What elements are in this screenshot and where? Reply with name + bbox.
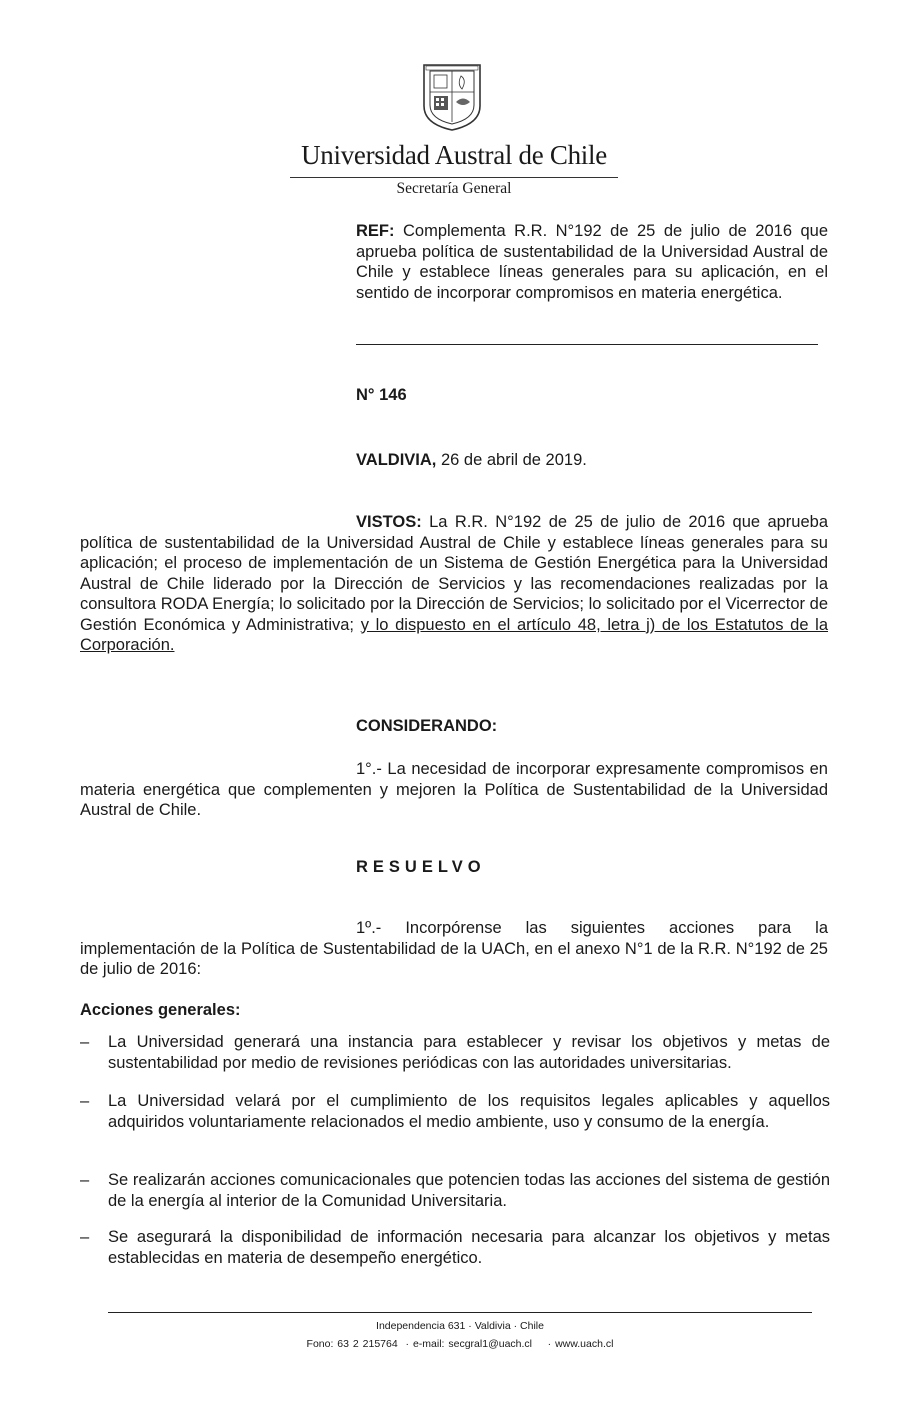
date-text: 26 de abril de 2019. xyxy=(440,451,587,469)
footer-divider xyxy=(108,1312,812,1313)
date-city: VALDIVIA, xyxy=(356,451,437,469)
bullet-dash: – xyxy=(80,1228,90,1246)
vistos-underlined-text: y lo dispuesto en el artículo 48, letra j) de los Estatutos de la Corporación. xyxy=(80,615,829,654)
vistos-label: VISTOS: xyxy=(356,513,422,531)
university-seal-logo xyxy=(421,62,483,132)
list-item xyxy=(80,1032,830,1073)
acciones-generales-title: Acciones generales: xyxy=(80,1001,241,1019)
footer-phone: Fono: 63 2 215764 xyxy=(306,1338,398,1350)
university-name: Universidad Austral de Chile xyxy=(301,140,607,170)
footer-web: · www.uach.cl xyxy=(547,1338,614,1350)
footer-contact xyxy=(108,1338,812,1350)
resuelvo-item-number: 1º.- xyxy=(356,919,382,937)
list-item-text: Se realizarán acciones comunicacionales que potencien todas las acciones del sistema de gestión de la energía al interior de la Comunidad Universitaria. xyxy=(108,1171,830,1210)
list-item xyxy=(80,1227,830,1268)
resolution-number: N° 146 xyxy=(356,386,407,404)
considerando-item xyxy=(80,759,828,821)
list-item-text: La Universidad generará una instancia para establecer y revisar los objetivos y metas de sustentabilidad por medio de revisiones periódicas con las autoridades universitarias. xyxy=(108,1033,830,1072)
bullet-dash: – xyxy=(80,1033,90,1051)
reference-divider xyxy=(356,344,818,345)
resuelvo-title: RESUELVO xyxy=(356,858,486,876)
list-item-text: La Universidad velará por el cumplimiento de los requisitos legales aplicables y aquellos adquiridos voluntariamente relacionados el medio ambiente, uso y consumo de la energía. xyxy=(108,1092,830,1131)
reference-text: Complementa R.R. N°192 de 25 de julio de 2016 que aprueba política de sustentabilidad de la Universidad Austral de Chile y establece líneas generales para su aplicación, en el sentido de incorporar compromisos en materia energética. xyxy=(356,222,828,302)
resolution-date xyxy=(356,451,587,470)
considerando-item-number: 1°.- xyxy=(356,760,382,778)
list-item xyxy=(80,1091,830,1132)
vistos-text: La R.R. N°192 de 25 de julio de 2016 que aprueba política de sustentabilidad de la Universidad Austral de Chile y establece líneas generales para su aplicación; el proceso de implementación de un Sistema de Gestión Energética para la Universidad Austral de Chile liderado por la Dirección de Servicios y las recomendaciones realizadas por la consultora RODA Energía; lo solicitado por la Dirección de Servicios; lo solicitado por el Vicerrector de Gestión Económica y Administrativa; xyxy=(80,513,828,634)
footer-email: · e-mail: secgral1@uach.cl xyxy=(405,1338,532,1350)
bullet-dash: – xyxy=(80,1171,90,1189)
considerando-title: CONSIDERANDO: xyxy=(356,717,498,735)
list-item-text: Se asegurará la disponibilidad de información necesaria para alcanzar los objetivos y metas establecidas en materia de desempeño energético. xyxy=(108,1228,830,1267)
resuelvo-item-text: Incorpórense las siguientes acciones para la implementación de la Política de Sustentabilidad de la UACh, en el anexo N°1 de la R.R. N°192 de 25 de julio de 2016: xyxy=(80,919,829,978)
considerando-item-text: La necesidad de incorporar expresamente compromisos en materia energética que complementen y mejoren la Política de Sustentabilidad de la Universidad Austral de Chile. xyxy=(80,760,828,819)
vistos-paragraph xyxy=(80,512,828,656)
bullet-dash: – xyxy=(80,1092,90,1110)
office-name: Secretaría General xyxy=(396,180,512,197)
resuelvo-item xyxy=(80,918,828,980)
reference-block xyxy=(356,221,828,303)
reference-label: REF: xyxy=(356,222,395,240)
footer-address: Independencia 631 · Valdivia · Chile xyxy=(376,1320,544,1332)
list-item xyxy=(80,1170,830,1211)
header-divider xyxy=(290,177,618,178)
